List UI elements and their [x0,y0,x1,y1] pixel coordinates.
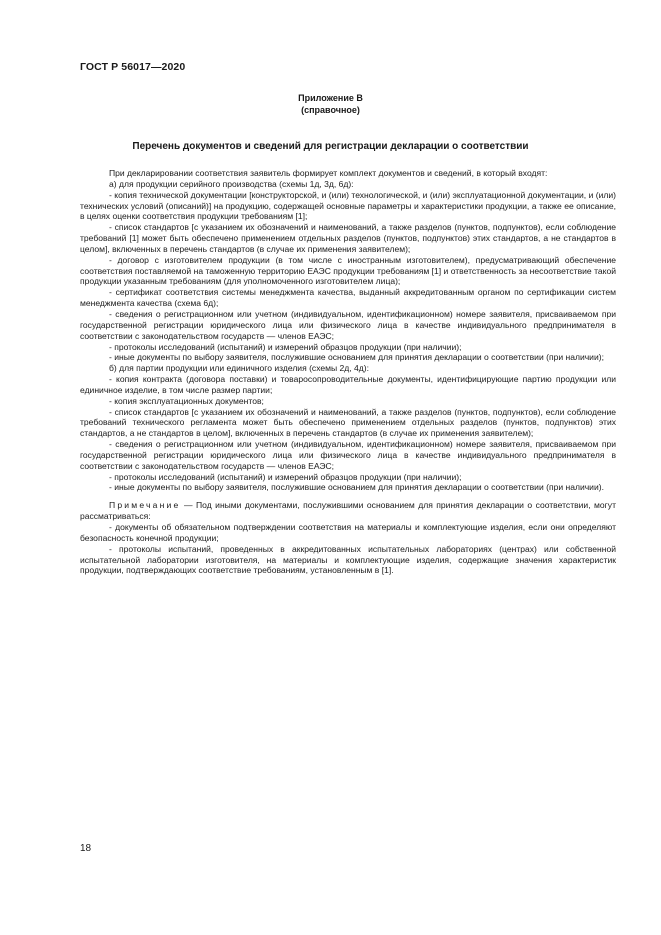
note-text: — Под иными документами, послужившими основанием для принятия декларации о соответствии, могут рассматриваться: [80,500,616,522]
list-item: - сведения о регистрационном или учетном (индивидуальном, идентификационном) номере заявителя, присваиваемом при государственной регистрации юридического лица или физического лица в качестве индивидуального предпринимателя в соответствии с законодательством государств — членов ЕАЭС; [80,439,616,471]
note-item: - протоколы испытаний, проведенных в аккредитованных испытательных лабораториях (центрах) или собственной испытательной лаборатории изготовителя, на материалы и комплектующие изделия, содержащие значения характеристик продукции, подтверждающих соответствие требованиям, установленным в [1]. [80,543,616,576]
list-item: - копия контракта (договора поставки) и товаросопроводительные документы, идентифицирующие партию продукции или единичное изделие, в том числе размер партии; [80,374,616,395]
note-item: - документы об обязательном подтверждении соответствия на материалы и комплектующие изделия, если они определяют безопасность конечной продукции; [80,522,616,543]
list-item: - договор с изготовителем продукции (в том числе с иностранным изготовителем), предусматривающий обеспечение соответствия поставляемой на таможенную территорию ЕАЭС продукции требованиям [1] и ответственность за несоответствие такой продукции указанным требованиям (для уполномоченного изготовителем лица); [80,254,616,287]
list-item: - протоколы исследований (испытаний) и измерений образцов продукции (при наличии); [109,341,462,352]
document-title: Перечень документов и сведений для регистрации декларации о соответствии [132,141,529,152]
appendix-title: Приложение В [298,93,363,103]
list-item: - копия эксплуатационных документов; [109,395,264,406]
paragraph: б) для партии продукции или единичного изделия (схемы 2д, 4д): [109,363,369,374]
page-number: 18 [80,843,92,854]
list-item: - список стандартов [с указанием их обозначений и наименований, а также разделов (пунктов, подпунктов), если соблюдение требований технического регламента может быть обеспечено применением отдельных разделов (пунктов, подпунктов) этих стандартов, а не стандартов в целом], включенных в перечень стандартов (в случае их применения заявителем); [80,406,616,439]
list-item: - копия технической документации [конструкторской, и (или) технологической, и (или) эксплуатационной документации, и (или) технических условий (описаний)] на продукцию, содержащей основные параметры и характеристики продукции, а также ее описание, в целях оценки соответствия продукции требованиям [1]; [80,189,616,222]
list-item: - сертификат соответствия системы менеджмента качества, выданный аккредитованным органом по сертификации систем менеджмента качества (схема 6д); [80,287,616,309]
paragraph: а) для продукции серийного производства (схемы 1д, 3д, 6д): [109,178,354,189]
standard-code: ГОСТ Р 56017—2020 [80,61,186,73]
note-label: Примечание [109,500,181,511]
list-item: - протоколы исследований (испытаний) и измерений образцов продукции (при наличии); [109,471,462,482]
list-item: - сведения о регистрационном или учетном (индивидуальном, идентификационном) номере заявителя, присваиваемом при государственной регистрации юридического лица или физического лица в качестве индивидуального предпринимателя в соответствии с законодательством государств — членов ЕАЭС; [80,308,616,341]
note-paragraph [80,500,616,522]
list-item: - иные документы по выбору заявителя, послужившие основанием для принятия декларации о соответствии (при наличии); [109,352,604,363]
list-item: - список стандартов [с указанием их обозначений и наименований, а также разделов (пунктов, подпунктов), если соблюдение требований [1] может быть обеспечено применением отдельных разделов (пунктов, подпунктов) этих стандартов, а не стандартов в целом], включенных в перечень стандартов (в случае их применения заявителем); [80,222,616,254]
list-item: - иные документы по выбору заявителя, послужившие основанием для принятия декларации о соответствии (при наличии). [109,482,604,493]
document-body [80,168,616,576]
paragraph: При декларировании соответствия заявитель формирует комплект документов и сведений, в который входят: [109,168,548,178]
appendix-subtitle: (справочное) [301,105,360,115]
